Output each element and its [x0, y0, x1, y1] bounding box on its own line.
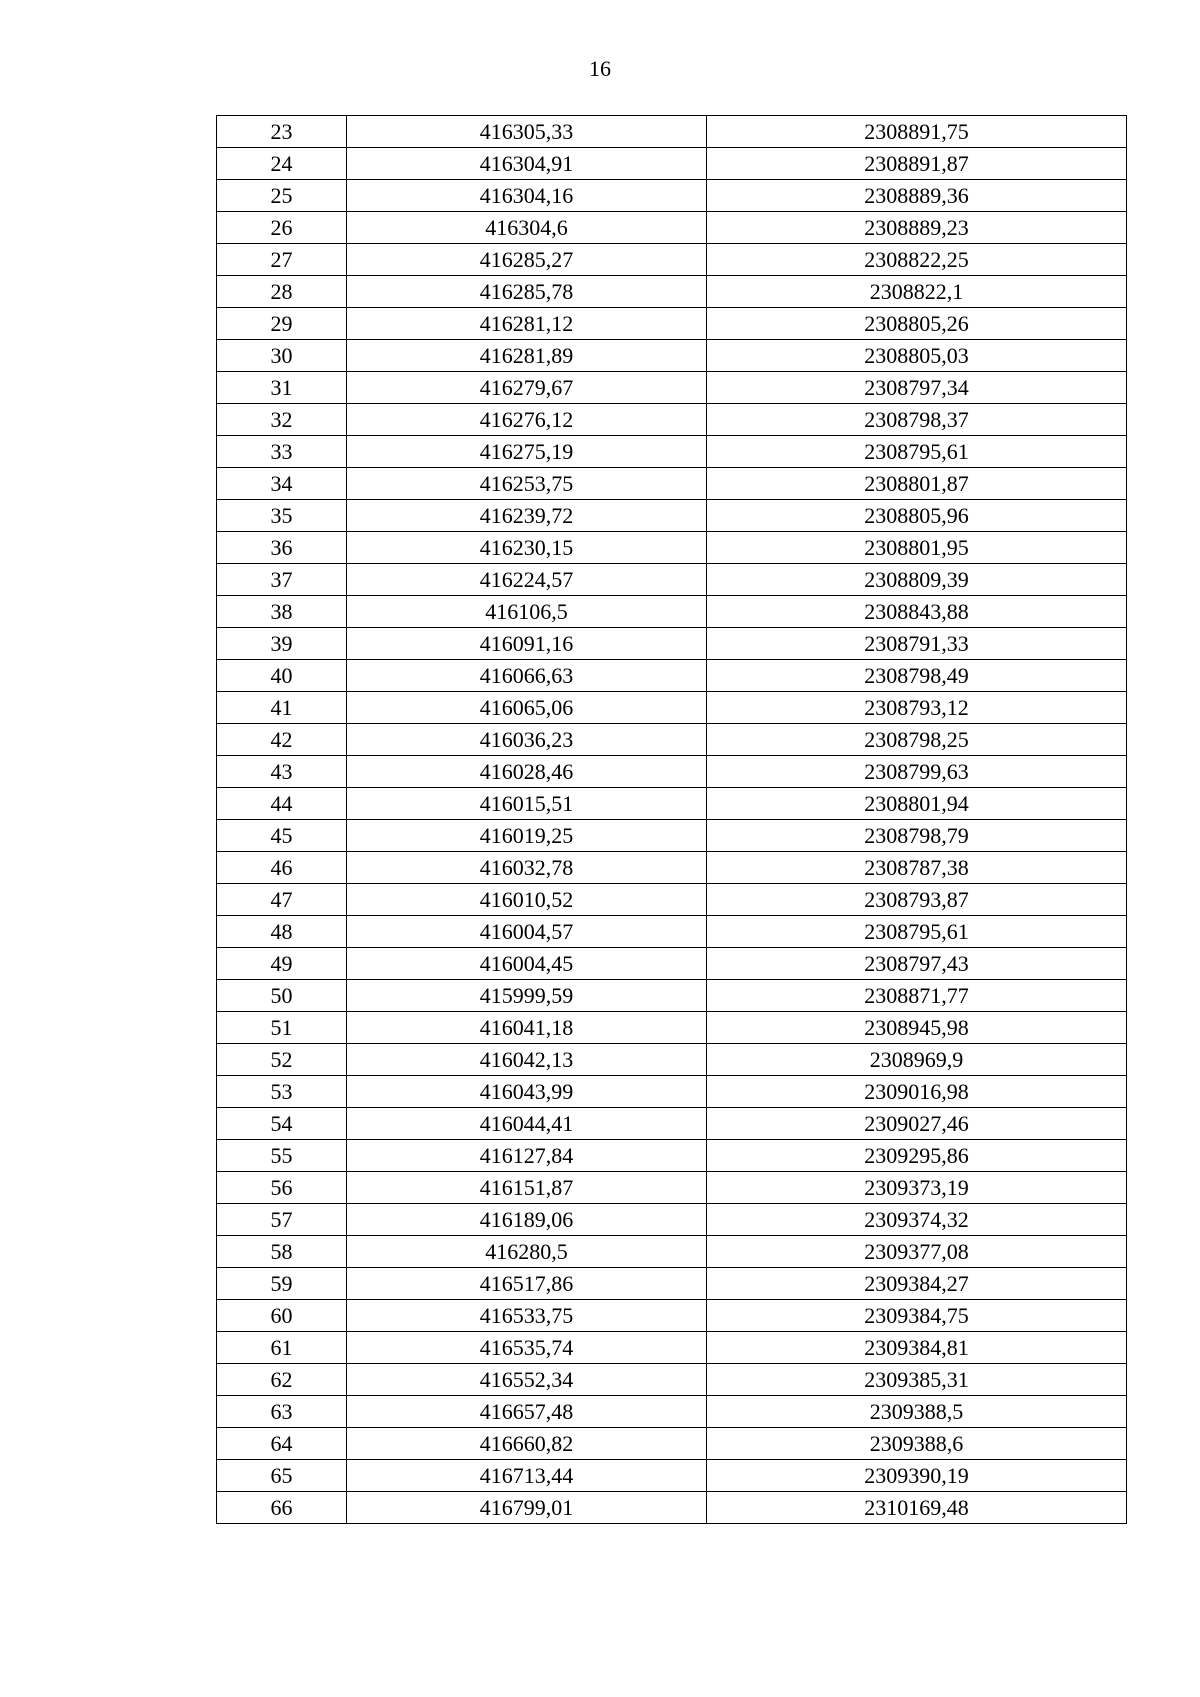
point-number-cell: 36: [217, 532, 347, 564]
x-coordinate-cell: 416253,75: [347, 468, 707, 500]
table-row: [217, 1044, 1127, 1076]
x-coordinate-cell: 416091,16: [347, 628, 707, 660]
y-coordinate-cell: 2308822,1: [707, 276, 1127, 308]
y-coordinate-cell: 2308805,26: [707, 308, 1127, 340]
table-row: [217, 1460, 1127, 1492]
x-coordinate-cell: 416151,87: [347, 1172, 707, 1204]
table-row: [217, 1204, 1127, 1236]
point-number-cell: 45: [217, 820, 347, 852]
point-number-cell: 54: [217, 1108, 347, 1140]
table-row: [217, 404, 1127, 436]
table-row: [217, 276, 1127, 308]
point-number-cell: 24: [217, 148, 347, 180]
x-coordinate-cell: 416657,48: [347, 1396, 707, 1428]
x-coordinate-cell: 416189,06: [347, 1204, 707, 1236]
y-coordinate-cell: 2308801,87: [707, 468, 1127, 500]
x-coordinate-cell: 416285,27: [347, 244, 707, 276]
y-coordinate-cell: 2308797,34: [707, 372, 1127, 404]
x-coordinate-cell: 416275,19: [347, 436, 707, 468]
x-coordinate-cell: 416535,74: [347, 1332, 707, 1364]
point-number-cell: 31: [217, 372, 347, 404]
point-number-cell: 39: [217, 628, 347, 660]
y-coordinate-cell: 2308809,39: [707, 564, 1127, 596]
table-row: [217, 724, 1127, 756]
y-coordinate-cell: 2310169,48: [707, 1492, 1127, 1524]
y-coordinate-cell: 2308795,61: [707, 916, 1127, 948]
x-coordinate-cell: 416224,57: [347, 564, 707, 596]
y-coordinate-cell: 2308871,77: [707, 980, 1127, 1012]
table-row: [217, 948, 1127, 980]
x-coordinate-cell: 416066,63: [347, 660, 707, 692]
y-coordinate-cell: 2308891,75: [707, 116, 1127, 148]
point-number-cell: 61: [217, 1332, 347, 1364]
y-coordinate-cell: 2308801,95: [707, 532, 1127, 564]
x-coordinate-cell: 416044,41: [347, 1108, 707, 1140]
point-number-cell: 47: [217, 884, 347, 916]
y-coordinate-cell: 2308889,23: [707, 212, 1127, 244]
table-row: [217, 916, 1127, 948]
table-row: [217, 212, 1127, 244]
point-number-cell: 27: [217, 244, 347, 276]
x-coordinate-cell: 416042,13: [347, 1044, 707, 1076]
point-number-cell: 57: [217, 1204, 347, 1236]
x-coordinate-cell: 416004,57: [347, 916, 707, 948]
y-coordinate-cell: 2309016,98: [707, 1076, 1127, 1108]
point-number-cell: 66: [217, 1492, 347, 1524]
table-row: [217, 1364, 1127, 1396]
table-row: [217, 852, 1127, 884]
x-coordinate-cell: 416533,75: [347, 1300, 707, 1332]
table-row: [217, 756, 1127, 788]
table-row: [217, 1428, 1127, 1460]
point-number-cell: 63: [217, 1396, 347, 1428]
x-coordinate-cell: 416517,86: [347, 1268, 707, 1300]
y-coordinate-cell: 2308787,38: [707, 852, 1127, 884]
y-coordinate-cell: 2309388,5: [707, 1396, 1127, 1428]
table-row: [217, 436, 1127, 468]
x-coordinate-cell: 416552,34: [347, 1364, 707, 1396]
table-row: [217, 308, 1127, 340]
x-coordinate-cell: 416028,46: [347, 756, 707, 788]
y-coordinate-cell: 2309384,81: [707, 1332, 1127, 1364]
x-coordinate-cell: 416015,51: [347, 788, 707, 820]
table-row: [217, 1076, 1127, 1108]
y-coordinate-cell: 2309385,31: [707, 1364, 1127, 1396]
table-row: [217, 148, 1127, 180]
table-row: [217, 1140, 1127, 1172]
point-number-cell: 41: [217, 692, 347, 724]
point-number-cell: 53: [217, 1076, 347, 1108]
y-coordinate-cell: 2308793,87: [707, 884, 1127, 916]
point-number-cell: 50: [217, 980, 347, 1012]
table-row: [217, 660, 1127, 692]
x-coordinate-cell: 416660,82: [347, 1428, 707, 1460]
x-coordinate-cell: 416127,84: [347, 1140, 707, 1172]
table-row: [217, 1108, 1127, 1140]
point-number-cell: 56: [217, 1172, 347, 1204]
point-number-cell: 60: [217, 1300, 347, 1332]
point-number-cell: 34: [217, 468, 347, 500]
y-coordinate-cell: 2309374,32: [707, 1204, 1127, 1236]
y-coordinate-cell: 2308798,79: [707, 820, 1127, 852]
x-coordinate-cell: 416281,12: [347, 308, 707, 340]
y-coordinate-cell: 2309384,27: [707, 1268, 1127, 1300]
x-coordinate-cell: 416713,44: [347, 1460, 707, 1492]
point-number-cell: 52: [217, 1044, 347, 1076]
table-row: [217, 1332, 1127, 1364]
table-row: [217, 980, 1127, 1012]
point-number-cell: 43: [217, 756, 347, 788]
x-coordinate-cell: 416279,67: [347, 372, 707, 404]
y-coordinate-cell: 2308793,12: [707, 692, 1127, 724]
y-coordinate-cell: 2308843,88: [707, 596, 1127, 628]
point-number-cell: 62: [217, 1364, 347, 1396]
point-number-cell: 58: [217, 1236, 347, 1268]
point-number-cell: 64: [217, 1428, 347, 1460]
point-number-cell: 26: [217, 212, 347, 244]
x-coordinate-cell: 416230,15: [347, 532, 707, 564]
point-number-cell: 46: [217, 852, 347, 884]
x-coordinate-cell: 416043,99: [347, 1076, 707, 1108]
table-row: [217, 596, 1127, 628]
point-number-cell: 29: [217, 308, 347, 340]
x-coordinate-cell: 416276,12: [347, 404, 707, 436]
y-coordinate-cell: 2308797,43: [707, 948, 1127, 980]
y-coordinate-cell: 2308801,94: [707, 788, 1127, 820]
point-number-cell: 59: [217, 1268, 347, 1300]
x-coordinate-cell: 416065,06: [347, 692, 707, 724]
table-row: [217, 1396, 1127, 1428]
y-coordinate-cell: 2309027,46: [707, 1108, 1127, 1140]
y-coordinate-cell: 2309295,86: [707, 1140, 1127, 1172]
x-coordinate-cell: 416106,5: [347, 596, 707, 628]
point-number-cell: 35: [217, 500, 347, 532]
table-row: [217, 1012, 1127, 1044]
x-coordinate-cell: 416019,25: [347, 820, 707, 852]
y-coordinate-cell: 2308805,03: [707, 340, 1127, 372]
table-row: [217, 180, 1127, 212]
x-coordinate-cell: 416041,18: [347, 1012, 707, 1044]
point-number-cell: 55: [217, 1140, 347, 1172]
point-number-cell: 44: [217, 788, 347, 820]
table-row: [217, 500, 1127, 532]
point-number-cell: 48: [217, 916, 347, 948]
point-number-cell: 42: [217, 724, 347, 756]
x-coordinate-cell: 416285,78: [347, 276, 707, 308]
y-coordinate-cell: 2308891,87: [707, 148, 1127, 180]
point-number-cell: 37: [217, 564, 347, 596]
table-row: [217, 532, 1127, 564]
y-coordinate-cell: 2308798,37: [707, 404, 1127, 436]
table-row: [217, 1268, 1127, 1300]
x-coordinate-cell: 416305,33: [347, 116, 707, 148]
table-row: [217, 1300, 1127, 1332]
y-coordinate-cell: 2309384,75: [707, 1300, 1127, 1332]
x-coordinate-cell: 416004,45: [347, 948, 707, 980]
x-coordinate-cell: 416010,52: [347, 884, 707, 916]
y-coordinate-cell: 2309373,19: [707, 1172, 1127, 1204]
table-row: [217, 692, 1127, 724]
table-row: [217, 340, 1127, 372]
point-number-cell: 23: [217, 116, 347, 148]
point-number-cell: 40: [217, 660, 347, 692]
table-row: [217, 884, 1127, 916]
point-number-cell: 38: [217, 596, 347, 628]
page-number: 16: [589, 56, 611, 81]
y-coordinate-cell: 2308798,25: [707, 724, 1127, 756]
point-number-cell: 51: [217, 1012, 347, 1044]
y-coordinate-cell: 2308798,49: [707, 660, 1127, 692]
y-coordinate-cell: 2309377,08: [707, 1236, 1127, 1268]
point-number-cell: 25: [217, 180, 347, 212]
y-coordinate-cell: 2309390,19: [707, 1460, 1127, 1492]
point-number-cell: 30: [217, 340, 347, 372]
table-row: [217, 244, 1127, 276]
x-coordinate-cell: 416304,16: [347, 180, 707, 212]
coordinates-table: [216, 115, 1127, 1524]
table-row: [217, 1236, 1127, 1268]
point-number-cell: 28: [217, 276, 347, 308]
x-coordinate-cell: 416304,6: [347, 212, 707, 244]
x-coordinate-cell: 416304,91: [347, 148, 707, 180]
y-coordinate-cell: 2308799,63: [707, 756, 1127, 788]
x-coordinate-cell: 416799,01: [347, 1492, 707, 1524]
y-coordinate-cell: 2308969,9: [707, 1044, 1127, 1076]
table-row: [217, 788, 1127, 820]
x-coordinate-cell: 416032,78: [347, 852, 707, 884]
table-row: [217, 820, 1127, 852]
table-row: [217, 564, 1127, 596]
table-row: [217, 1492, 1127, 1524]
table-row: [217, 468, 1127, 500]
table-row: [217, 372, 1127, 404]
point-number-cell: 33: [217, 436, 347, 468]
table-row: [217, 628, 1127, 660]
x-coordinate-cell: 415999,59: [347, 980, 707, 1012]
y-coordinate-cell: 2308791,33: [707, 628, 1127, 660]
x-coordinate-cell: 416280,5: [347, 1236, 707, 1268]
y-coordinate-cell: 2308889,36: [707, 180, 1127, 212]
point-number-cell: 32: [217, 404, 347, 436]
point-number-cell: 49: [217, 948, 347, 980]
y-coordinate-cell: 2308822,25: [707, 244, 1127, 276]
coordinates-table-body: [217, 116, 1127, 1524]
y-coordinate-cell: 2308805,96: [707, 500, 1127, 532]
table-row: [217, 1172, 1127, 1204]
x-coordinate-cell: 416281,89: [347, 340, 707, 372]
table-row: [217, 116, 1127, 148]
y-coordinate-cell: 2308945,98: [707, 1012, 1127, 1044]
y-coordinate-cell: 2309388,6: [707, 1428, 1127, 1460]
x-coordinate-cell: 416239,72: [347, 500, 707, 532]
point-number-cell: 65: [217, 1460, 347, 1492]
x-coordinate-cell: 416036,23: [347, 724, 707, 756]
y-coordinate-cell: 2308795,61: [707, 436, 1127, 468]
